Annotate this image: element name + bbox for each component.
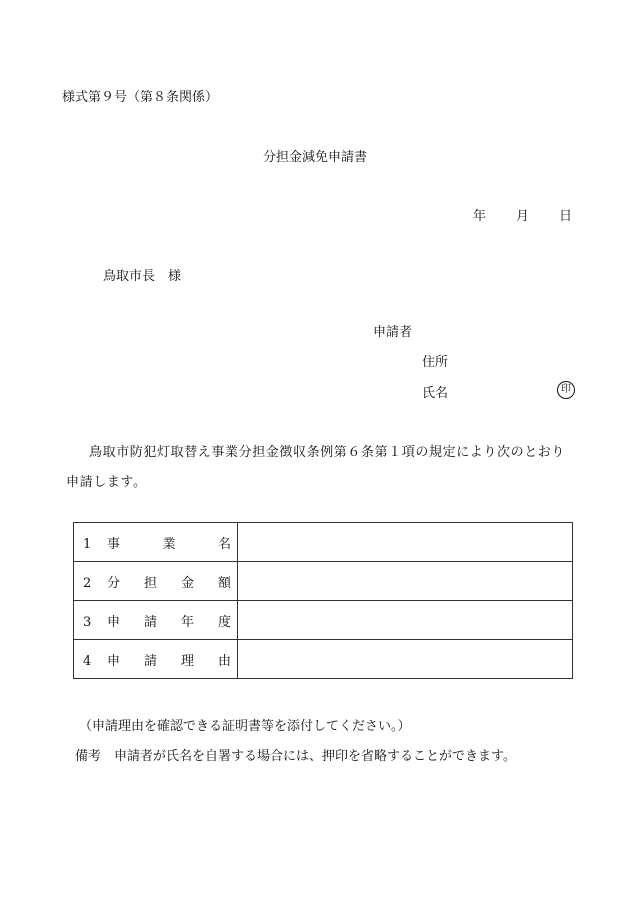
- table-row: [74, 562, 573, 601]
- form-number: 様式第９号（第８条関係）: [62, 90, 219, 105]
- item-label-char: 年: [181, 614, 195, 630]
- name-label: 氏名: [422, 386, 449, 401]
- application-statement: 鳥取市防犯灯取替え事業分担金徴収条例第６条第１項の規定により次のとおり申請します。: [66, 445, 566, 490]
- item-value-cell[interactable]: [238, 601, 573, 640]
- item-label-char: 由: [218, 653, 232, 669]
- item-label-char: 申: [107, 653, 121, 669]
- item-number: 2: [83, 575, 92, 591]
- item-label-char: 請: [144, 614, 158, 630]
- item-label: [107, 576, 232, 591]
- item-label-char: 請: [144, 653, 158, 669]
- item-label-char: 申: [107, 614, 121, 630]
- table-row: [74, 640, 573, 679]
- item-label-char: 金: [181, 575, 195, 591]
- item-label: [107, 654, 232, 669]
- item-value-cell[interactable]: [238, 562, 573, 601]
- item-label-char: 担: [144, 575, 158, 591]
- item-value-cell[interactable]: [238, 640, 573, 679]
- item-label-char: 理: [181, 653, 195, 669]
- item-label-cell: [74, 640, 238, 679]
- seal-mark: 印: [557, 381, 575, 399]
- item-label-cell: [74, 601, 238, 640]
- item-value-cell[interactable]: [238, 523, 573, 562]
- item-label: [107, 537, 232, 552]
- item-label-char: 名: [218, 536, 232, 552]
- remark: 備考 申請者が氏名を自署する場合には、押印を省略することができます。: [75, 749, 516, 764]
- item-label-char: 額: [218, 575, 232, 591]
- applicant-label: 申請者: [373, 325, 413, 340]
- attachment-note: （申請理由を確認できる証明書等を添付してください。）: [79, 719, 411, 734]
- table-row: [74, 523, 573, 562]
- date-day-label: 日: [558, 209, 572, 224]
- date-line: [473, 205, 572, 224]
- item-label-char: 事: [107, 536, 121, 552]
- item-label: [107, 615, 232, 630]
- item-label-char: 業: [162, 536, 176, 552]
- table-row: [74, 601, 573, 640]
- item-label-char: 度: [218, 614, 232, 630]
- item-number: 4: [83, 653, 92, 669]
- item-number: 1: [83, 536, 92, 552]
- item-label-cell: [74, 562, 238, 601]
- date-year-label: 年: [472, 209, 486, 224]
- item-label-char: 分: [107, 575, 121, 591]
- date-month-label: 月: [515, 209, 529, 224]
- addressee: 鳥取市長 様: [103, 269, 182, 284]
- document-title: 分担金減免申請書: [262, 150, 367, 165]
- address-label: 住所: [422, 355, 449, 370]
- item-number: 3: [83, 614, 92, 630]
- application-items-table: [73, 522, 573, 679]
- item-label-cell: [74, 523, 238, 562]
